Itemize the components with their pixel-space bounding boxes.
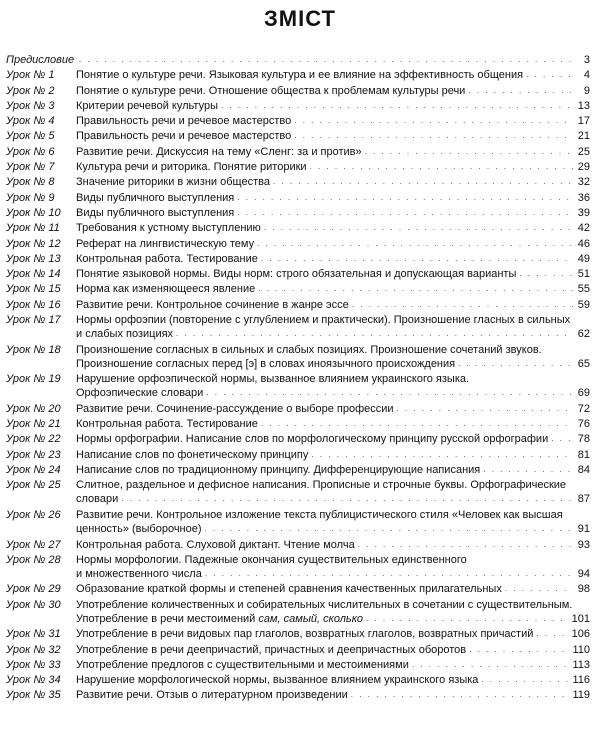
toc-entry-title-line1: Употребление количественных и собирательных числительных в сочетании с существительным. [76, 598, 573, 611]
leader-dots [258, 282, 573, 296]
toc-entry-title-line1: Произношение согласных в сильных и слабых позициях. Произношение сочетаний звуков. [76, 343, 542, 356]
toc-entry-label: Урок № 29 [6, 583, 61, 596]
toc-entry-title: Правильность речи и речевое мастерство [76, 115, 292, 128]
toc-entry-title: Правильность речи и речевое мастерство [76, 130, 292, 143]
leader-dots [483, 463, 573, 477]
toc-entry-label: Урок № 2 [6, 84, 55, 97]
toc-entry[interactable] [0, 447, 600, 462]
toc-entry-label: Урок № 20 [6, 402, 61, 415]
leader-dots [237, 206, 573, 220]
toc-entry[interactable] [0, 342, 600, 372]
leader-dots [261, 417, 573, 431]
toc-entry-title-line1: Развитие речи. Контрольное изложение текста публицистического стиля «Человек как высшая [76, 508, 563, 521]
toc-entry-page-number: 9 [583, 84, 590, 97]
toc-entry[interactable] [0, 128, 600, 143]
leader-dots [536, 627, 568, 641]
toc-entry-page-number: 101 [571, 612, 590, 625]
toc-entry-title: Употребление в речи видовых пар глаголов, возвратных глаголов, возвратных причастий [76, 628, 534, 641]
toc-entry-label: Урок № 16 [6, 298, 61, 311]
leader-dots [264, 221, 573, 235]
toc-entry-title: Развитие речи. Контрольное сочинение в жанре эссе [76, 298, 349, 311]
toc-entry-page-number: 49 [577, 252, 590, 265]
toc-entry-title-emphasis: сам, самый, сколько [255, 612, 364, 625]
toc-entry[interactable] [0, 657, 600, 672]
toc-entry-title: Употребление в речи местоимений [76, 612, 256, 625]
toc-entry[interactable] [0, 266, 600, 281]
toc-entry[interactable] [0, 552, 600, 582]
toc-entry[interactable] [0, 113, 600, 128]
toc-entry-page-number: 32 [577, 176, 590, 189]
toc-entry-page-number: 21 [577, 130, 590, 143]
leader-dots [352, 298, 573, 312]
toc-entry-page-number: 55 [577, 283, 590, 296]
toc-entry-title: Нарушение морфологической нормы, вызванное влиянием украинского языка [76, 674, 479, 687]
toc-entry-title: Употребление предлогов с существительными и местоимениями [76, 658, 409, 671]
leader-dots [176, 327, 573, 341]
toc-entry[interactable] [0, 159, 600, 174]
toc-entry-page-number: 25 [577, 145, 590, 158]
toc-entry-label: Урок № 5 [6, 130, 55, 143]
toc-entry-page-number: 93 [577, 538, 590, 551]
toc-entry-label: Урок № 33 [6, 658, 61, 671]
toc-entry-label: Предисловие [6, 54, 75, 66]
toc-entry-page-number: 17 [577, 115, 590, 128]
toc-entry-title: Понятие о культуре речи. Языковая культура и ее влияние на эффективность общения [76, 69, 524, 82]
toc-entry-title: Виды публичного выступления [76, 206, 235, 219]
toc-entry-label: Урок № 30 [6, 598, 61, 611]
toc-entry-page-number: 29 [577, 161, 590, 174]
toc-entry-label: Урок № 9 [6, 191, 55, 204]
leader-dots [366, 612, 569, 626]
leader-dots [397, 402, 573, 416]
toc-entry-title: Значение риторики в жизни общества [76, 176, 270, 189]
toc-entry[interactable] [0, 174, 600, 189]
toc-entry[interactable] [0, 205, 600, 220]
toc-entry-title: Понятие языковой нормы. Виды норм: строго обязательная и допускающая варианты [76, 268, 517, 281]
toc-entry-title: словари [76, 493, 119, 506]
toc-entry-title: Контрольная работа. Тестирование [76, 418, 258, 431]
toc-entry-title: Культура речи и риторика. Понятие риторики [76, 161, 307, 174]
toc-entry[interactable] [0, 281, 600, 296]
toc-entry[interactable] [0, 190, 600, 205]
toc-entry-label: Урок № 25 [6, 479, 61, 492]
toc-entry[interactable] [0, 312, 600, 342]
toc-entry-title: и множественного числа [76, 567, 202, 580]
toc-entry-label: Урок № 7 [6, 161, 55, 174]
toc-entry-page-number: 94 [577, 567, 590, 580]
toc-entry[interactable] [0, 83, 600, 98]
toc-entry-title: Контрольная работа. Слуховой диктант. Чтение молча [76, 538, 355, 551]
leader-dots [221, 99, 573, 113]
toc-entry-page-number: 39 [577, 206, 590, 219]
toc-entry-label: Урок № 23 [6, 448, 61, 461]
toc-entry-page-number: 76 [577, 418, 590, 431]
toc-entry-title: Образование краткой формы и степеней сравнения качественных прилагательных [76, 583, 502, 596]
toc-entry[interactable] [0, 687, 600, 702]
toc-entry[interactable] [0, 67, 600, 82]
toc-entry-label: Урок № 18 [6, 343, 61, 356]
toc-entry-title: Нормы орфографии. Написание слов по морфологическому принципу русской орфографии [76, 433, 549, 446]
leader-dots [351, 688, 570, 702]
toc-entry[interactable] [0, 477, 600, 507]
leader-dots [205, 567, 573, 581]
toc-entry[interactable] [0, 672, 600, 687]
leader-dots [551, 432, 573, 446]
toc-entry-title: Развитие речи. Сочинение-рассуждение о выборе профессии [76, 402, 394, 415]
toc-entry-label: Урок № 3 [6, 99, 55, 112]
toc-entry[interactable] [0, 144, 600, 159]
leader-dots [261, 252, 573, 266]
toc-entry-page-number: 13 [577, 99, 590, 112]
toc-entry-label: Урок № 17 [6, 314, 61, 327]
toc-entry-page-number: 46 [577, 237, 590, 250]
toc-entry-title: Норма как изменяющееся явление [76, 283, 256, 296]
toc-entry-title-line1: Нормы морфологии. Падежные окончания существительных единственного [76, 553, 467, 566]
leader-dots [294, 129, 573, 143]
leader-dots [79, 53, 573, 67]
toc-entry-label: Урок № 31 [6, 628, 61, 641]
toc-entry-label: Урок № 8 [6, 176, 55, 189]
toc-entry-page-number: 106 [571, 628, 590, 641]
leader-dots [365, 145, 573, 159]
toc-entry-label: Урок № 14 [6, 268, 61, 281]
toc-entry[interactable] [0, 462, 600, 477]
toc-entry-label: Урок № 4 [6, 115, 55, 128]
toc-entry-label: Урок № 22 [6, 433, 61, 446]
toc-entry-page-number: 81 [577, 448, 590, 461]
toc-entry-page-number: 69 [577, 387, 590, 400]
leader-dots [237, 191, 573, 205]
leader-dots [311, 448, 573, 462]
leader-dots [205, 522, 573, 536]
leader-dots [310, 160, 573, 174]
toc-entry-page-number: 78 [577, 433, 590, 446]
leader-dots [121, 492, 573, 506]
toc-entry[interactable] [0, 431, 600, 446]
toc-entry-title: Орфоэпические словари [76, 387, 204, 400]
toc-entry-page-number: 110 [572, 643, 590, 656]
toc-entry-title-line1: Нарушение орфоэпической нормы, вызванное влиянием украинского языка. [76, 373, 470, 386]
toc-entry-label: Урок № 13 [6, 252, 61, 265]
toc-entry-page-number: 113 [572, 658, 590, 671]
toc-entry-page-number: 84 [577, 464, 590, 477]
toc-entry-title-line1: Нормы орфоэпии (повторение с углублением и практически). Произношение гласных в сильных [76, 314, 571, 327]
toc-entry[interactable] [0, 98, 600, 113]
toc-entry-label: Урок № 26 [6, 508, 61, 521]
toc-entry-title: Реферат на лингвистическую тему [76, 237, 255, 250]
toc-entry-page-number: 62 [577, 328, 590, 341]
toc-entry-title: Произношение согласных перед [э] в словах иноязычного происхождения [76, 357, 456, 370]
toc-entry-label: Урок № 32 [6, 643, 61, 656]
toc-entry[interactable] [0, 642, 600, 657]
toc-entry-title-line1: Слитное, раздельное и дефисное написания. Прописные и строчные буквы. Орфографические [76, 479, 567, 492]
leader-dots [505, 582, 573, 596]
toc-entry[interactable] [0, 581, 600, 596]
toc-entry-title: Контрольная работа. Тестирование [76, 252, 258, 265]
toc-entry-label: Урок № 27 [6, 538, 61, 551]
toc-entry-page-number: 4 [583, 69, 590, 82]
toc-entry-page-number: 3 [583, 54, 590, 66]
toc-entry[interactable] [0, 626, 600, 641]
toc-entry-label: Урок № 28 [6, 553, 61, 566]
leader-dots [206, 386, 573, 400]
toc-entry-label: Урок № 35 [6, 689, 61, 702]
toc-entry-label: Урок № 11 [6, 222, 60, 235]
toc-entry[interactable] [0, 220, 600, 235]
table-of-contents [0, 52, 600, 703]
toc-entry-title: и слабых позициях [76, 328, 174, 341]
toc-entry[interactable] [0, 236, 600, 251]
toc-entry-label: Урок № 6 [6, 145, 55, 158]
toc-entry-label: Урок № 10 [6, 206, 61, 219]
toc-entry[interactable] [0, 401, 600, 416]
leader-dots [468, 84, 573, 98]
toc-entry[interactable] [0, 507, 600, 537]
toc-entry[interactable] [0, 597, 600, 627]
toc-entry[interactable] [0, 52, 600, 67]
toc-entry-label: Урок № 34 [6, 674, 61, 687]
toc-entry[interactable] [0, 297, 600, 312]
toc-entry-page-number: 119 [572, 689, 590, 702]
toc-entry[interactable] [0, 537, 600, 552]
toc-entry-title: Понятие о культуре речи. Отношение общества к проблемам культуры речи [76, 84, 466, 97]
toc-entry[interactable] [0, 251, 600, 266]
toc-entry-title: ценность» (выборочное) [76, 522, 202, 535]
toc-entry-label: Урок № 12 [6, 237, 61, 250]
toc-entry-page-number: 36 [577, 191, 590, 204]
toc-entry-label: Урок № 1 [6, 69, 55, 82]
toc-entry-page-number: 42 [577, 222, 590, 235]
leader-dots [257, 237, 573, 251]
leader-dots [294, 114, 573, 128]
leader-dots [358, 538, 573, 552]
toc-entry-title: Развитие речи. Дискуссия на тему «Сленг: за и против» [76, 145, 362, 158]
toc-entry-page-number: 116 [572, 674, 590, 687]
toc-entry-title: Развитие речи. Отзыв о литературном произведении [76, 689, 348, 702]
toc-entry-page-number: 59 [577, 298, 590, 311]
toc-entry[interactable] [0, 416, 600, 431]
leader-dots [481, 673, 569, 687]
toc-entry-page-number: 51 [577, 268, 590, 281]
toc-entry-label: Урок № 21 [6, 418, 61, 431]
toc-entry-title: Написание слов по традиционному принципу. Дифференцирующие написания [76, 464, 481, 477]
toc-entry-page-number: 65 [577, 357, 590, 370]
toc-entry-title: Написание слов по фонетическому принципу [76, 448, 309, 461]
toc-entry[interactable] [0, 371, 600, 401]
toc-entry-title: Употребление в речи деепричастий, причастных и деепричастных оборотов [76, 643, 467, 656]
toc-entry-label: Урок № 19 [6, 373, 61, 386]
leader-dots [519, 267, 573, 281]
page-title: ЗМІСТ [264, 6, 336, 31]
leader-dots [469, 643, 569, 657]
leader-dots [412, 658, 570, 672]
toc-entry-title: Требования к устному выступлению [76, 222, 261, 235]
toc-entry-label: Урок № 15 [6, 283, 61, 296]
toc-entry-label: Урок № 24 [6, 464, 61, 477]
toc-entry-title: Критерии речевой культуры [76, 99, 218, 112]
toc-entry-title: Виды публичного выступления [76, 191, 235, 204]
toc-entry-page-number: 98 [577, 583, 590, 596]
leader-dots [526, 68, 573, 82]
leader-dots [458, 357, 573, 371]
toc-entry-page-number: 72 [577, 402, 590, 415]
toc-entry-page-number: 91 [577, 522, 590, 535]
leader-dots [273, 175, 573, 189]
toc-entry-page-number: 87 [577, 493, 590, 506]
